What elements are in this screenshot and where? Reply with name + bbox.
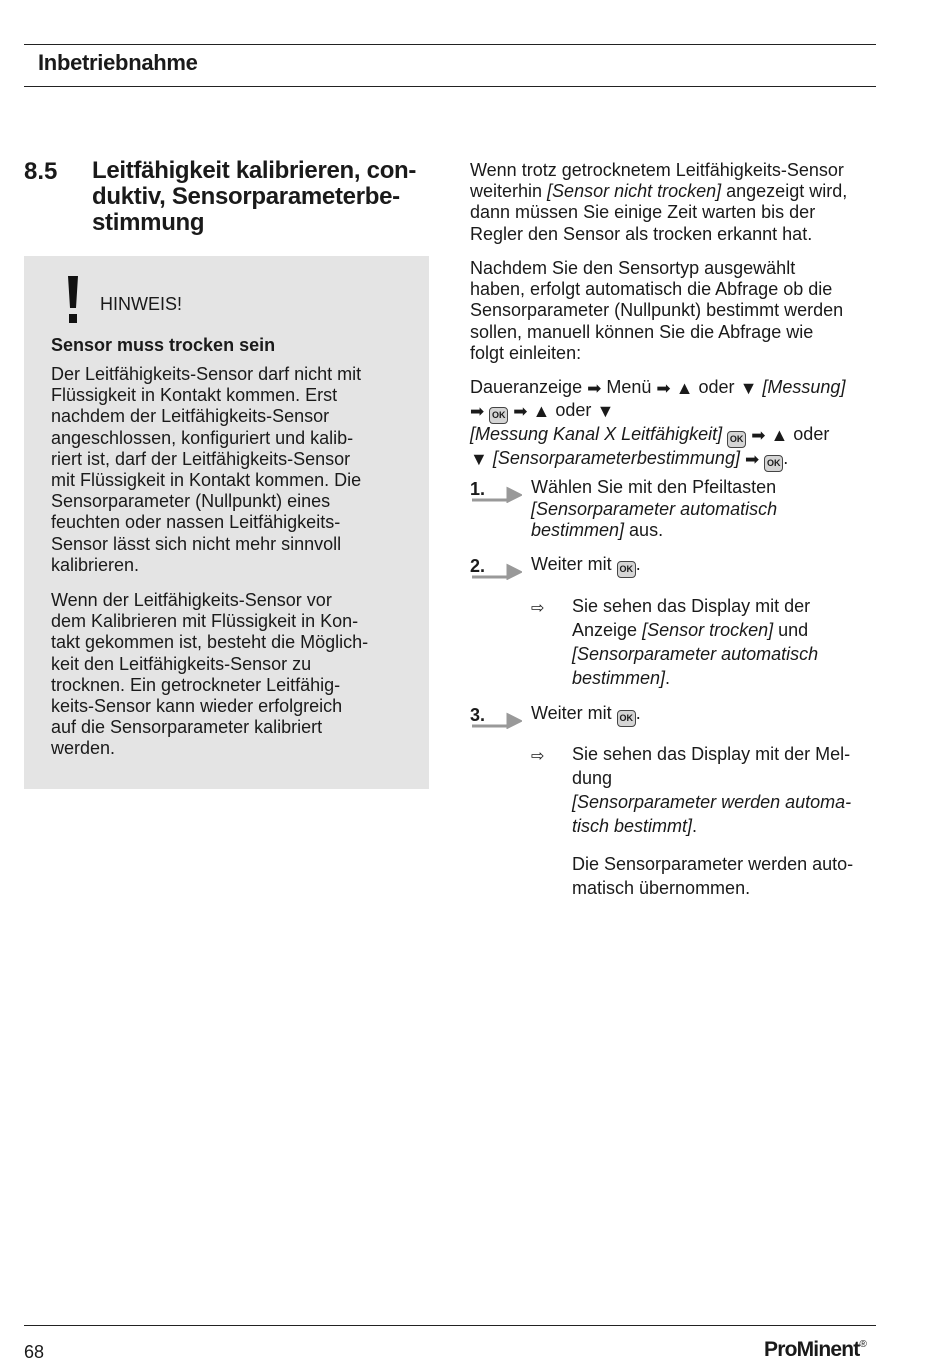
result-arrow-icon: ⇨	[531, 748, 545, 765]
step-number	[470, 479, 522, 501]
text-line	[531, 499, 876, 521]
display-text: [Sensor nicht trocken]	[547, 181, 722, 202]
step-text	[531, 554, 876, 578]
page-number: 68	[24, 1342, 45, 1362]
text-line: Sie sehen das Display mit der Mel-	[572, 744, 851, 764]
text-line: kalibrieren.	[51, 554, 140, 575]
text-line	[572, 642, 877, 666]
text-fragment: .	[635, 703, 641, 723]
text-line: Der Leitfähigkeits-Sensor darf nicht mit	[51, 364, 362, 384]
text-line: dann müssen Sie einige Zeit warten bis der	[470, 202, 816, 223]
text-line	[470, 400, 880, 424]
menu-path	[470, 377, 880, 472]
path-or: oder	[698, 377, 735, 397]
ok-key-icon: OK	[617, 710, 636, 727]
ok-key-icon: OK	[617, 561, 636, 578]
section-title-line: duktiv, Sensorparameterbe-	[92, 183, 400, 210]
path-or: oder	[793, 423, 830, 444]
text-line: keit den Leitfähigkeits-Sensor zu	[51, 653, 312, 674]
text-line: Sensor lässt sich nicht mehr sinnvoll	[51, 533, 342, 554]
exclamation-icon	[66, 276, 80, 324]
text-line: dung	[572, 768, 613, 788]
result-arrow-icon: ⇨	[531, 600, 545, 617]
text-fragment: .	[665, 668, 671, 688]
arrow-right-icon: ➡	[751, 425, 766, 445]
section-title-line: stimmung	[92, 209, 205, 236]
text-line: nachdem der Leitfähigkeits-Sensor	[51, 406, 330, 427]
text-line: takt gekommen ist, besteht die Möglich-	[51, 632, 369, 653]
text-line: keits-Sensor kann wieder erfolgreich	[51, 696, 343, 717]
header-rule-bottom	[24, 86, 876, 87]
text-line: dem Kalibrieren mit Flüssigkeit in Kon-	[51, 611, 359, 632]
right-paragraph-1	[470, 160, 880, 245]
arrow-right-icon: ➡	[513, 401, 528, 421]
text-line: Regler den Sensor als trocken erkannt hat.	[470, 223, 813, 244]
step-number-label: 2.	[470, 556, 486, 576]
brand-logo	[764, 1338, 867, 1362]
text-line: Wenn der Leitfähigkeits-Sensor vor	[51, 590, 332, 610]
notice-box	[24, 256, 429, 789]
text-line: Die Sensorparameter werden auto-	[572, 854, 854, 874]
arrow-right-icon: ➡	[656, 379, 671, 398]
display-text: [Sensorparameter werden automa-	[572, 792, 852, 812]
triangle-up-icon: ▲	[770, 424, 789, 445]
triangle-down-icon: ▼	[739, 378, 758, 398]
step-result	[572, 594, 877, 690]
running-header: Inbetriebnahme	[38, 50, 198, 75]
header-rule-top	[24, 44, 876, 45]
text-line	[470, 181, 880, 202]
footer-rule	[24, 1325, 876, 1326]
text-fragment: angezeigt wird,	[721, 181, 848, 202]
text-line: Sensorparameter (Nullpunkt) eines	[51, 491, 331, 512]
path-messung: [Messung]	[762, 377, 846, 397]
text-fragment: Weiter mit	[531, 554, 617, 574]
display-text: tisch bestimmt]	[572, 816, 693, 836]
notice-subtitle: Sensor muss trocken sein	[51, 335, 276, 355]
triangle-down-icon: ▼	[470, 448, 488, 469]
display-text: [Sensorparameter automatisch	[531, 498, 778, 519]
step-text	[531, 703, 876, 727]
section-title	[92, 158, 432, 236]
arrow-right-icon: ➡	[744, 449, 760, 469]
arrow-right-icon: ➡	[470, 401, 485, 421]
text-line: auf die Sensorparameter kalibriert	[51, 717, 323, 738]
step-number	[470, 705, 522, 727]
triangle-down-icon: ▼	[596, 400, 615, 421]
path-menu: Menü	[606, 377, 652, 397]
notice-label: HINWEIS!	[100, 294, 183, 314]
path-sensorparam: [Sensorparameterbestimmung]	[492, 447, 740, 468]
right-paragraph-2	[470, 258, 880, 364]
display-text: bestimmen]	[572, 668, 666, 688]
text-line: haben, erfolgt automatisch die Abfrage ob die	[470, 279, 833, 300]
step-number	[470, 556, 522, 578]
step-number-label: 3.	[470, 705, 486, 725]
section-title-line: Leitfähigkeit kalibrieren, con-	[92, 157, 417, 184]
section-number: 8.5	[24, 158, 58, 185]
path-or: oder	[555, 399, 592, 420]
text-line: trocknen. Ein getrockneter Leitfähig-	[51, 674, 341, 695]
text-line	[470, 377, 880, 400]
text-line: Sensorparameter (Nullpunkt) bestimmt werden	[470, 300, 844, 321]
text-line: Sie sehen das Display mit der	[572, 596, 811, 616]
step-text	[531, 477, 876, 542]
display-text: bestimmen]	[531, 520, 625, 540]
text-line	[572, 618, 877, 642]
text-fragment: und	[773, 620, 809, 640]
text-line: riert ist, darf der Leitfähigkeits-Sensor	[51, 448, 351, 469]
ok-key-icon: OK	[764, 455, 783, 472]
step-note	[572, 852, 877, 900]
triangle-up-icon: ▲	[532, 400, 551, 421]
text-fragment: aus.	[624, 520, 664, 540]
text-fragment: .	[635, 554, 641, 574]
path-kanal: [Messung Kanal X Leitfähigkeit]	[470, 423, 723, 444]
display-text: [Sensorparameter automatisch	[572, 644, 819, 664]
notice-paragraph-2	[51, 590, 396, 760]
step-number-label: 1.	[470, 479, 486, 499]
text-fragment: weiterhin	[470, 181, 548, 202]
text-line	[470, 448, 880, 472]
text-line: werden.	[51, 738, 116, 759]
text-line	[531, 520, 876, 542]
text-line: Wenn trotz getrocknetem Leitfähigkeits-Sensor	[470, 160, 844, 180]
brand-mark: ®	[859, 1339, 867, 1350]
brand-name: ProMinent	[764, 1338, 860, 1361]
text-line	[572, 814, 877, 838]
text-line	[572, 666, 877, 690]
ok-key-icon: OK	[489, 407, 508, 424]
text-line: Nachdem Sie den Sensortyp ausgewählt	[470, 258, 796, 278]
arrow-right-icon: ➡	[587, 379, 602, 398]
text-line: sollen, manuell können Sie die Abfrage wie	[470, 321, 814, 342]
step-result	[572, 742, 877, 838]
text-line	[572, 790, 877, 814]
text-line: Wählen Sie mit den Pfeiltasten	[531, 477, 777, 497]
display-text: [Sensor trocken]	[642, 620, 774, 640]
text-line: folgt einleiten:	[470, 342, 582, 363]
text-line: Flüssigkeit in Kontakt kommen. Erst	[51, 385, 338, 406]
triangle-up-icon: ▲	[675, 378, 694, 398]
text-fragment: Weiter mit	[531, 703, 617, 723]
text-line	[470, 424, 880, 448]
text-fragment: .	[692, 816, 698, 836]
notice-paragraph-1	[51, 364, 396, 576]
text-line: feuchten oder nassen Leitfähigkeits-	[51, 512, 341, 533]
path-period: .	[783, 447, 789, 468]
text-line: angeschlossen, konfiguriert und kalib-	[51, 427, 354, 448]
text-line: matisch übernommen.	[572, 878, 751, 898]
ok-key-icon: OK	[727, 431, 746, 448]
text-fragment: Anzeige	[572, 620, 643, 640]
path-start: Daueranzeige	[470, 377, 583, 397]
text-line: mit Flüssigkeit in Kontakt kommen. Die	[51, 470, 362, 491]
